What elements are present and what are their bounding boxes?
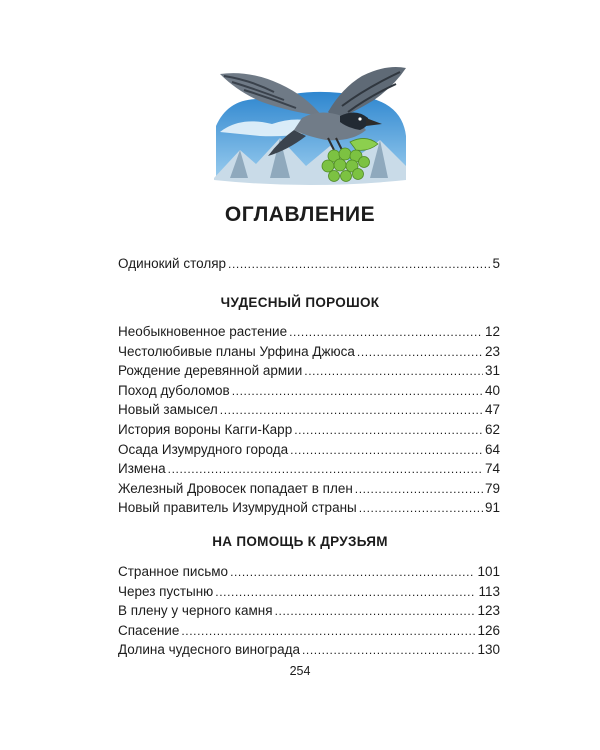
toc-entry-leader	[228, 254, 490, 274]
toc-entry-page: 79	[484, 480, 500, 496]
toc-entry	[118, 254, 500, 274]
toc-entry-page: 74	[484, 461, 500, 477]
toc-entry-page: 47	[484, 402, 500, 418]
toc-entry-leader	[302, 640, 476, 660]
toc-entry	[118, 479, 500, 499]
toc-entry	[118, 582, 500, 602]
section-heading: ЧУДЕСНЫЙ ПОРОШОК	[220, 295, 380, 310]
toc-entry	[118, 562, 500, 582]
toc-entry	[118, 601, 500, 621]
toc-entry	[118, 361, 500, 381]
toc-entry-leader	[230, 562, 475, 582]
toc-entry	[118, 420, 500, 440]
toc-entry-leader	[289, 322, 483, 342]
toc-entry	[118, 640, 500, 660]
toc-entry-page: 123	[477, 603, 500, 619]
toc-entry-page: 91	[484, 500, 500, 516]
toc-entry-page: 12	[484, 324, 500, 339]
toc-entry-leader	[215, 582, 476, 602]
toc-entry-title: Необыкновенное растение	[118, 324, 288, 339]
toc-entry-page: 101	[477, 564, 500, 579]
toc-entry-leader	[294, 420, 483, 440]
toc-entry-title: Странное письмо	[118, 564, 229, 579]
toc-entry-page: 40	[484, 382, 500, 398]
toc-entry	[118, 440, 500, 460]
toc-entry-leader	[168, 459, 483, 479]
section-heading: НА ПОМОЩЬ К ДРУЗЬЯМ	[212, 534, 388, 549]
toc-entry-title: Долина чудесного винограда	[118, 642, 300, 658]
toc-entry-leader	[359, 498, 483, 518]
toc-entry-page: 23	[484, 343, 500, 359]
toc-entry-page: 31	[484, 363, 500, 379]
toc-entry-page: 5	[492, 256, 500, 271]
toc-entry-leader	[290, 440, 483, 460]
toc-entry-title: Спасение	[118, 622, 180, 638]
toc-entry-title: История вороны Кагги-Карр	[118, 421, 293, 437]
toc-entry	[118, 322, 500, 342]
toc-entry-leader	[355, 479, 483, 499]
toc-entry-title: Рождение деревянной армии	[118, 363, 303, 379]
crow-illustration	[210, 66, 410, 188]
toc-entry-title: Железный Дровосек попадает в плен	[118, 480, 353, 496]
toc-intro-list	[118, 254, 500, 274]
toc-entry-title: Одинокий столяр	[118, 256, 227, 271]
crow-eye	[358, 117, 361, 120]
toc-entry-title: Поход дуболомов	[118, 382, 230, 398]
toc-section-1-list	[118, 322, 500, 518]
toc-entry-title: Новый правитель Изумрудной страны	[118, 500, 357, 516]
toc-entry	[118, 342, 500, 362]
toc-entry-leader	[181, 621, 475, 641]
toc-entry	[118, 459, 500, 479]
toc-entry-page: 130	[477, 642, 500, 658]
toc-entry-page: 126	[477, 622, 500, 638]
toc-entry-leader	[275, 601, 476, 621]
toc-entry-page: 62	[484, 421, 500, 437]
toc-entry	[118, 400, 500, 420]
toc-entry-leader	[232, 381, 483, 401]
toc-entry-title: Через пустыню	[118, 583, 214, 599]
toc-entry	[118, 621, 500, 641]
page-number: 254	[289, 664, 311, 678]
page-title: ОГЛАВЛЕНИЕ	[224, 203, 376, 226]
toc-entry	[118, 381, 500, 401]
toc-entry-title: Измена	[118, 461, 166, 477]
toc-entry-leader	[220, 400, 483, 420]
toc-entry-leader	[357, 342, 483, 362]
toc-entry-page: 113	[478, 583, 500, 599]
toc-entry	[118, 498, 500, 518]
toc-entry-page: 64	[484, 441, 500, 457]
toc-entry-title: Осада Изумрудного города	[118, 441, 289, 457]
toc-entry-title: В плену у черного камня	[118, 603, 273, 619]
toc-section-2-list	[118, 562, 500, 660]
toc-entry-leader	[304, 361, 483, 381]
toc-entry-title: Честолюбивые планы Урфина Джюса	[118, 343, 355, 359]
toc-entry-title: Новый замысел	[118, 402, 218, 418]
